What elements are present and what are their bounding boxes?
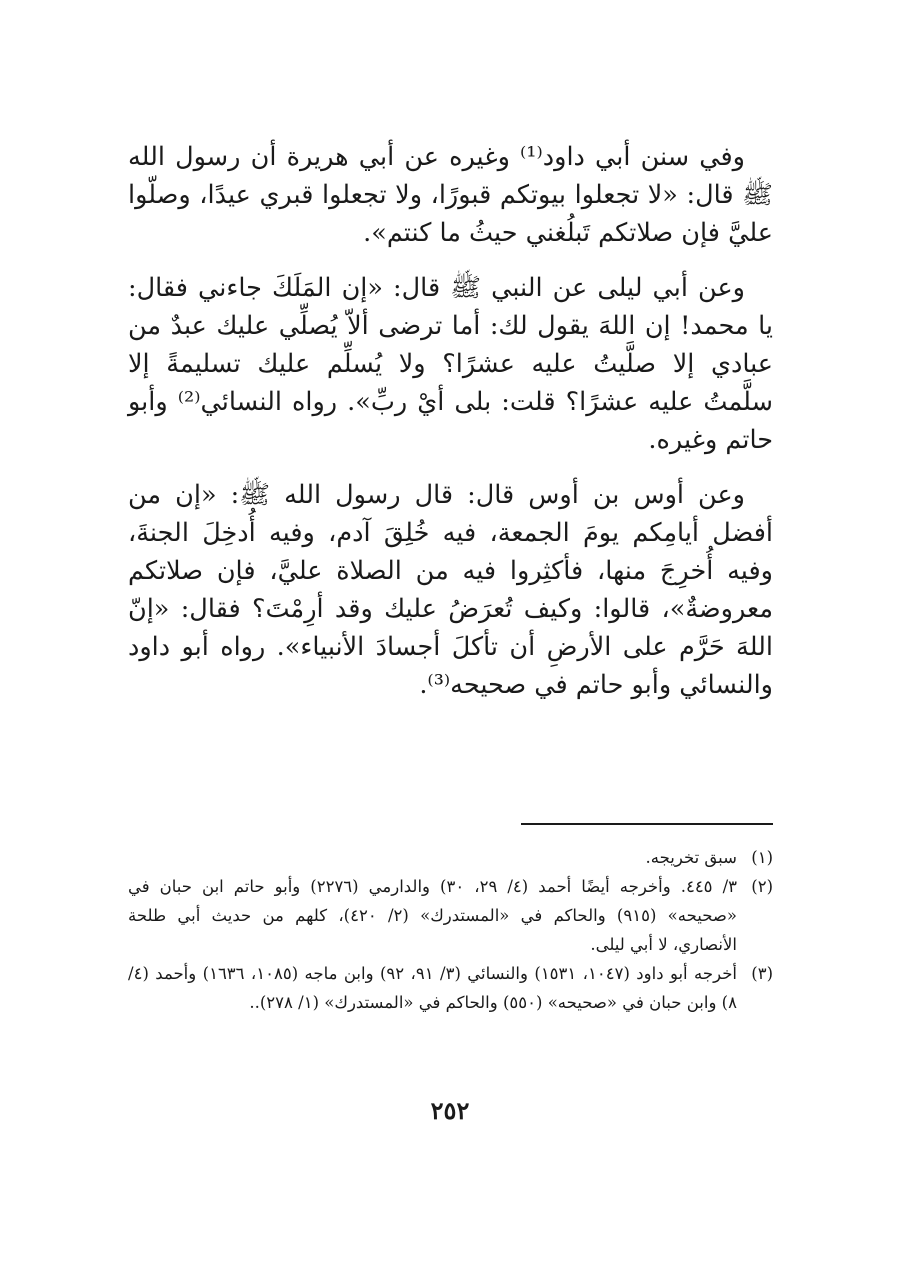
main-text	[128, 138, 773, 721]
paragraph-1: وفي سنن أبي داود⁽¹⁾ وغيره عن أبي هريرة أن رسول الله ﷺ قال: «لا تجعلوا بيوتكم قبورًا، ولا تجعلوا قبري عيدًا، وصلّوا عليَّ فإن صلاتكم تَبلُغني حيثُ ما كنتم».	[128, 142, 773, 248]
footnote-text: ٣/ ٤٤٥. وأخرجه أيضًا أحمد (٤/ ٢٩، ٣٠) والدارمي (٢٢٧٦) وأبو حاتم ابن حبان في «صحيحه» (٩١٥) والحاكم في «المستدرك» (٢/ ٤٢٠)، كلهم من حديث أبي طلحة الأنصاري، لا أبي ليلى.	[128, 877, 738, 954]
footnote-number: (٢)	[751, 877, 773, 896]
paragraph-3: وعن أوس بن أوس قال: قال رسول الله ﷺ: «إن من أفضل أيامِكم يومَ الجمعة، فيه خُلِقَ آدم، وفيه أُدخِلَ الجنةَ، وفيه أُخرِجَ منها، فأكثِروا فيه من الصلاة عليَّ، فإن صلاتكم معروضةٌ»، قالوا: وكيف تُعرَضُ عليك وقد أرِمْتَ؟ فقال: «إنّ اللهَ حَرَّم على الأرضِ أن تأكلَ أجسادَ الأنبياء». رواه أبو داود والنسائي وأبو حاتم في صحيحه⁽³⁾.	[128, 480, 773, 700]
footnote-text: سبق تخريجه.	[645, 848, 737, 867]
footnotes	[128, 843, 773, 1017]
footnote-2	[128, 872, 773, 959]
footnote-number: (٣)	[751, 964, 773, 983]
footnote-1	[128, 843, 773, 872]
page-number: ٢٥٢	[430, 1096, 470, 1125]
paragraph-2: وعن أبي ليلى عن النبي ﷺ قال: «إن المَلَكَ جاءني فقال: يا محمد! إن اللهَ يقول لك: أما ترضى ألاّ يُصلِّي عليك عبدٌ من عبادي إلا صلَّيتُ عليه عشرًا؟ ولا يُسلِّم عليك تسليمةً إلا سلَّمتُ عليه عشرًا؟ قلت: بلى أيْ ربِّ». رواه النسائي⁽²⁾ وأبو حاتم وغيره.	[128, 273, 773, 455]
footnote-number: (١)	[751, 848, 773, 867]
footnote-divider	[521, 823, 773, 825]
footnote-3	[128, 959, 773, 1017]
footnote-text: أخرجه أبو داود (١٠٤٧، ١٥٣١) والنسائي (٣/ ٩١، ٩٢) وابن ماجه (١٠٨٥، ١٦٣٦) وأحمد (٤/ ٨) وابن حبان في «صحيحه» (٥٥٠) والحاكم في «المستدرك» (١/ ٢٧٨)..	[128, 964, 737, 1012]
